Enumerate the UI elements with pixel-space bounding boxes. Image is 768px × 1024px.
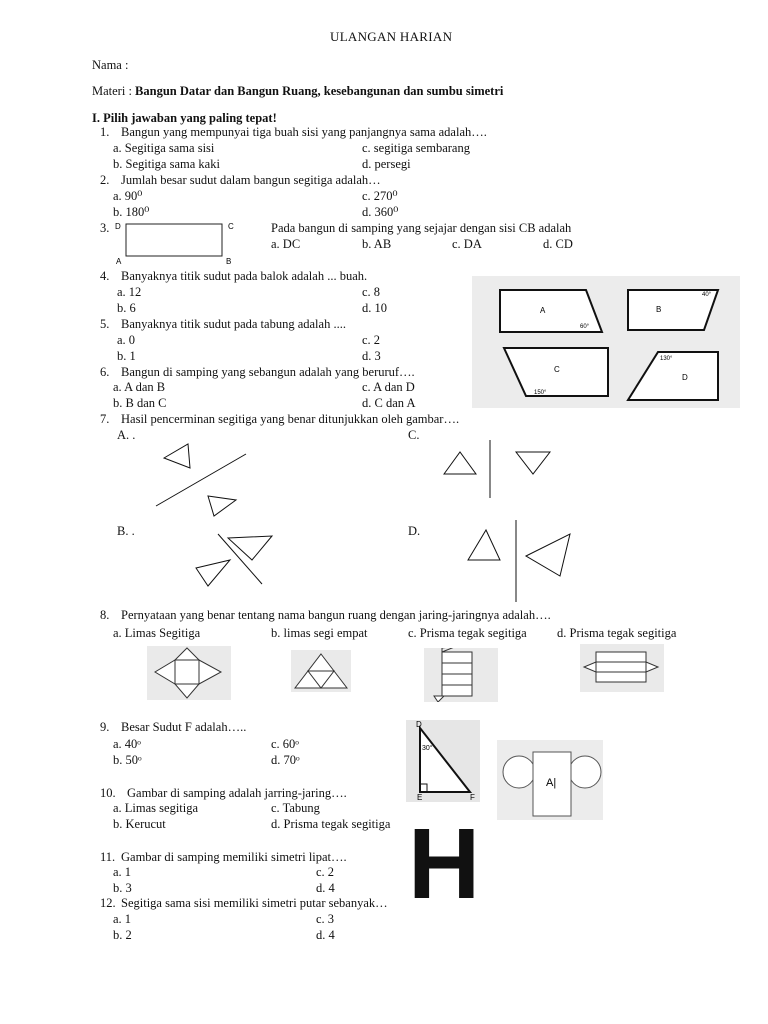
- q6-text: Bangun di samping yang sebangun adalah yang beruruf….: [121, 365, 415, 379]
- q6-option-a: a. A dan B: [113, 380, 166, 394]
- q11-option-c: c. 2: [316, 865, 335, 879]
- q2-number: 2.: [100, 173, 110, 187]
- q9-number: 9.: [100, 720, 110, 734]
- q11-option-a: a. 1: [113, 865, 132, 879]
- vertex-e-label: E: [417, 793, 423, 802]
- shape-a-label: A: [540, 306, 546, 315]
- net-a-figure: [147, 646, 231, 700]
- vertex-b-label: B: [226, 257, 232, 265]
- q4-number: 4.: [100, 269, 110, 283]
- shape-d-label: D: [682, 373, 688, 382]
- nama-label: Nama :: [92, 58, 129, 72]
- vertex-f-label: F: [470, 793, 475, 802]
- quadrilaterals-figure: [472, 276, 740, 408]
- q3-number: 3.: [100, 221, 110, 235]
- q8-text: Pernyataan yang benar tentang nama bangun ruang dengan jaring-jaringnya adalah….: [121, 608, 551, 622]
- letter-h-figure: H: [408, 808, 481, 920]
- q3-option-d: d. CD: [543, 237, 573, 251]
- q2-text: Jumlah besar sudut dalam bangun segitiga adalah…: [121, 173, 381, 187]
- materi-line: [92, 84, 503, 98]
- q8-number: 8.: [100, 608, 110, 622]
- q3-option-a: a. DC: [271, 237, 301, 251]
- q9-text: Besar Sudut F adalah…..: [121, 720, 247, 734]
- q8-option-d: d. Prisma tegak segitiga: [557, 626, 677, 640]
- q11-text: Gambar di samping memiliki simetri lipat….: [121, 850, 347, 864]
- q4-option-d: d. 10: [362, 301, 387, 315]
- q6-number: 6.: [100, 365, 110, 379]
- q5-option-b: b. 1: [117, 349, 136, 363]
- q3-option-c: c. DA: [452, 237, 482, 251]
- q1-number: 1.: [100, 125, 110, 139]
- shape-b-label: B: [656, 305, 662, 314]
- q7-option-a: A. .: [117, 428, 136, 442]
- q9-option-c: c. 60ᵒ: [271, 737, 299, 751]
- q10-number: 10.: [100, 786, 116, 800]
- q10-text: Gambar di samping adalah jarring-jaring….: [127, 786, 347, 800]
- q1-option-a: a. Segitiga sama sisi: [113, 141, 215, 155]
- vertex-c-label: C: [228, 222, 234, 231]
- q3-option-b: b. AB: [362, 237, 392, 251]
- reflection-b-figure: [190, 528, 280, 592]
- q5-text: Banyaknya titik sudut pada tabung adalah ....: [121, 317, 346, 331]
- q6-option-c: c. A dan D: [362, 380, 415, 394]
- q2-option-b: b. 180⁰: [113, 205, 150, 219]
- materi-value: Bangun Datar dan Bangun Ruang, kesebangunan dan sumbu simetri: [135, 84, 504, 98]
- q3-text: Pada bangun di samping yang sejajar dengan sisi CB adalah: [271, 221, 572, 235]
- q2-option-d: d. 360⁰: [362, 205, 399, 219]
- angle-30-label: 30°: [422, 745, 433, 752]
- vertex-d-label: D: [416, 720, 422, 729]
- angle-40-label: 40°: [702, 292, 712, 298]
- q10-option-b: b. Kerucut: [113, 817, 166, 831]
- q5-option-a: a. 0: [117, 333, 136, 347]
- net-d-figure: [580, 644, 664, 692]
- q6-option-b: b. B dan C: [113, 396, 167, 410]
- q7-option-d: D.: [408, 524, 421, 538]
- cylinder-net-figure: [497, 740, 603, 820]
- right-triangle-figure: [406, 720, 480, 802]
- q2-option-c: c. 270⁰: [362, 189, 398, 203]
- angle-150-label: 150°: [534, 390, 547, 396]
- q8-option-c: c. Prisma tegak segitiga: [408, 626, 527, 640]
- q2-option-a: a. 90⁰: [113, 189, 143, 203]
- q4-option-a: a. 12: [117, 285, 142, 299]
- q7-option-c: C.: [408, 428, 420, 442]
- q8-option-b: b. limas segi empat: [271, 626, 368, 640]
- q1-option-d: d. persegi: [362, 157, 411, 171]
- q12-option-a: a. 1: [113, 912, 132, 926]
- q8-option-a: a. Limas Segitiga: [113, 626, 201, 640]
- q10-option-c: c. Tabung: [271, 801, 320, 815]
- q9-option-b: b. 50ᵒ: [113, 753, 142, 767]
- q12-option-b: b. 2: [113, 928, 132, 942]
- q11-option-d: d. 4: [316, 881, 335, 895]
- q5-number: 5.: [100, 317, 110, 331]
- reflection-a-figure: [150, 440, 260, 520]
- materi-label: Materi :: [92, 84, 132, 98]
- q5-option-c: c. 2: [362, 333, 381, 347]
- net-c-figure: [424, 648, 498, 702]
- angle-60-label: 60°: [580, 324, 590, 330]
- page-title: ULANGAN HARIAN: [330, 29, 453, 44]
- q11-option-b: b. 3: [113, 881, 132, 895]
- q1-option-b: b. Segitiga sama kaki: [113, 157, 220, 171]
- reflection-d-figure: [460, 518, 580, 604]
- q4-option-c: c. 8: [362, 285, 381, 299]
- q12-option-d: d. 4: [316, 928, 335, 942]
- q9-option-a: a. 40ᵒ: [113, 737, 141, 751]
- q12-number: 12.: [100, 896, 116, 910]
- q12-option-c: c. 3: [316, 912, 335, 926]
- vertex-d-label: D: [115, 222, 121, 231]
- q7-number: 7.: [100, 412, 110, 426]
- vertex-a-label: A: [116, 257, 122, 265]
- q4-option-b: b. 6: [117, 301, 136, 315]
- q6-option-d: d. C dan A: [362, 396, 416, 410]
- shape-c-label: C: [554, 365, 560, 374]
- reflection-c-figure: [440, 440, 560, 500]
- angle-130-label: 130°: [660, 356, 673, 362]
- q1-text: Bangun yang mempunyai tiga buah sisi yang panjangnya sama adalah….: [121, 125, 487, 139]
- q10-option-d: d. Prisma tegak segitiga: [271, 817, 391, 831]
- q4-text: Banyaknya titik sudut pada balok adalah ... buah.: [121, 269, 368, 283]
- q5-option-d: d. 3: [362, 349, 381, 363]
- q10-option-a: a. Limas segitiga: [113, 801, 199, 815]
- q12-text: Segitiga sama sisi memiliki simetri putar sebanyak…: [121, 896, 388, 910]
- section-heading: I. Pilih jawaban yang paling tepat!: [92, 111, 277, 125]
- rectangle-figure: [112, 219, 242, 265]
- net-b-figure: [291, 650, 351, 692]
- net-label: A|: [546, 777, 557, 789]
- q1-option-c: c. segitiga sembarang: [362, 141, 470, 155]
- q11-number: 11.: [100, 850, 116, 864]
- q7-option-b: B. .: [117, 524, 135, 538]
- q9-option-d: d. 70ᵒ: [271, 753, 300, 767]
- q7-text: Hasil pencerminan segitiga yang benar ditunjukkan oleh gambar….: [121, 412, 460, 426]
